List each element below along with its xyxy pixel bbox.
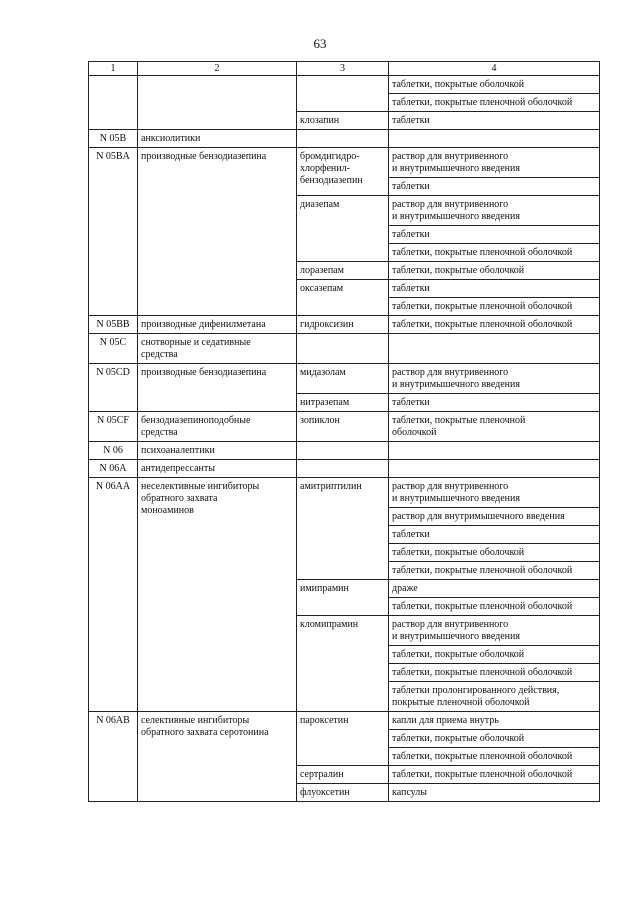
dosage-form-cell: таблетки, покрытые оболочкой	[389, 76, 600, 94]
drug-name-cell: лоразепам	[297, 262, 389, 280]
atc-code-cell: N 06A	[89, 460, 138, 478]
drug-name-cell: пароксетин	[297, 712, 389, 766]
dosage-form-cell: таблетки, покрытые пленочной оболочкой	[389, 562, 600, 580]
drug-name-cell	[297, 334, 389, 364]
dosage-form-cell: раствор для внутривенного и внутримышечного введения	[389, 364, 600, 394]
dosage-form-cell: раствор для внутримышечного введения	[389, 508, 600, 526]
drug-name-cell: кломипрамин	[297, 616, 389, 712]
drug-name-cell	[297, 460, 389, 478]
dosage-form-cell: таблетки	[389, 526, 600, 544]
dosage-form-cell: раствор для внутривенного и внутримышечного введения	[389, 478, 600, 508]
atc-code-cell: N 06	[89, 442, 138, 460]
dosage-form-cell: таблетки	[389, 394, 600, 412]
page-number: 63	[313, 36, 327, 51]
dosage-form-cell: раствор для внутривенного и внутримышечного введения	[389, 196, 600, 226]
dosage-form-cell: таблетки, покрытые пленочной оболочкой	[389, 412, 600, 442]
dosage-form-cell: таблетки, покрытые оболочкой	[389, 730, 600, 748]
atc-code-cell: N 05BA	[89, 148, 138, 316]
dosage-form-cell: таблетки	[389, 226, 600, 244]
table-header-row	[89, 62, 600, 76]
table-row	[89, 478, 600, 508]
drug-table	[88, 61, 600, 802]
table-row	[89, 460, 600, 478]
dosage-form-cell: таблетки, покрытые пленочной оболочкой	[389, 244, 600, 262]
dosage-form-cell: раствор для внутривенного и внутримышечного введения	[389, 148, 600, 178]
atc-code-cell: N 05B	[89, 130, 138, 148]
dosage-form-cell	[389, 442, 600, 460]
drug-name-cell: клозапин	[297, 112, 389, 130]
drug-name-cell: флуоксетин	[297, 784, 389, 802]
drug-name-cell: мидазолам	[297, 364, 389, 394]
drug-name-cell: оксазепам	[297, 280, 389, 316]
atc-code-cell: N 05CD	[89, 364, 138, 412]
atc-code-cell: N 05C	[89, 334, 138, 364]
drug-name-cell: сертралин	[297, 766, 389, 784]
group-name-cell: снотворные и седативные средства	[138, 334, 297, 364]
column-header: 3	[297, 62, 389, 76]
table-row	[89, 76, 600, 94]
drug-name-cell: зопиклон	[297, 412, 389, 442]
group-name-cell: производные бензодиазепина	[138, 148, 297, 316]
table-row	[89, 442, 600, 460]
dosage-form-cell: таблетки, покрытые пленочной оболочкой	[389, 748, 600, 766]
dosage-form-cell: таблетки, покрытые пленочной оболочкой	[389, 664, 600, 682]
dosage-form-cell: таблетки, покрытые оболочкой	[389, 262, 600, 280]
dosage-form-cell: раствор для внутривенного и внутримышечного введения	[389, 616, 600, 646]
dosage-form-cell: таблетки, покрытые пленочной оболочкой	[389, 766, 600, 784]
dosage-form-cell: драже	[389, 580, 600, 598]
dosage-form-cell	[389, 130, 600, 148]
atc-code-cell: N 06AB	[89, 712, 138, 802]
table-row	[89, 130, 600, 148]
atc-code-cell: N 05CF	[89, 412, 138, 442]
group-name-cell: бензодиазепиноподобные средства	[138, 412, 297, 442]
table-row	[89, 364, 600, 394]
dosage-form-cell: таблетки	[389, 280, 600, 298]
dosage-form-cell: таблетки пролонгированного действия, покрытые пленочной оболочкой	[389, 682, 600, 712]
group-name-cell: производные дифенилметана	[138, 316, 297, 334]
dosage-form-cell: таблетки, покрытые пленочной оболочкой	[389, 316, 600, 334]
table-row	[89, 412, 600, 442]
group-name-cell	[138, 76, 297, 130]
drug-name-cell	[297, 130, 389, 148]
column-header: 1	[89, 62, 138, 76]
dosage-form-cell	[389, 460, 600, 478]
dosage-form-cell: таблетки, покрытые пленочной оболочкой	[389, 298, 600, 316]
drug-name-cell	[297, 76, 389, 112]
dosage-form-cell	[389, 334, 600, 364]
group-name-cell: антидепрессанты	[138, 460, 297, 478]
drug-name-cell: нитразепам	[297, 394, 389, 412]
table-row	[89, 316, 600, 334]
drug-name-cell: амитриптилин	[297, 478, 389, 580]
dosage-form-cell: таблетки	[389, 112, 600, 130]
dosage-form-cell: таблетки, покрытые оболочкой	[389, 646, 600, 664]
table-row	[89, 712, 600, 730]
drug-name-cell: диазепам	[297, 196, 389, 262]
atc-code-cell: N 05BB	[89, 316, 138, 334]
drug-name-cell: имипрамин	[297, 580, 389, 616]
drug-name-cell: гидроксизин	[297, 316, 389, 334]
group-name-cell: производные бензодиазепина	[138, 364, 297, 412]
drug-name-cell: бромдигидро- хлорфенил- бензодиазепин	[297, 148, 389, 196]
group-name-cell: селективные ингибиторы обратного захвата серотонина	[138, 712, 297, 802]
dosage-form-cell: таблетки, покрытые пленочной оболочкой	[389, 94, 600, 112]
dosage-form-cell: таблетки, покрытые пленочной оболочкой	[389, 598, 600, 616]
atc-code-cell	[89, 76, 138, 130]
dosage-form-cell: капли для приема внутрь	[389, 712, 600, 730]
column-header: 4	[389, 62, 600, 76]
table-row	[89, 148, 600, 178]
dosage-form-cell: капсулы	[389, 784, 600, 802]
group-name-cell: неселективные ингибиторы обратного захвата моноаминов	[138, 478, 297, 712]
atc-code-cell: N 06AA	[89, 478, 138, 712]
table-row	[89, 334, 600, 364]
group-name-cell: анксиолитики	[138, 130, 297, 148]
dosage-form-cell: таблетки	[389, 178, 600, 196]
drug-name-cell	[297, 442, 389, 460]
dosage-form-cell: таблетки, покрытые оболочкой	[389, 544, 600, 562]
column-header: 2	[138, 62, 297, 76]
group-name-cell: психоаналептики	[138, 442, 297, 460]
